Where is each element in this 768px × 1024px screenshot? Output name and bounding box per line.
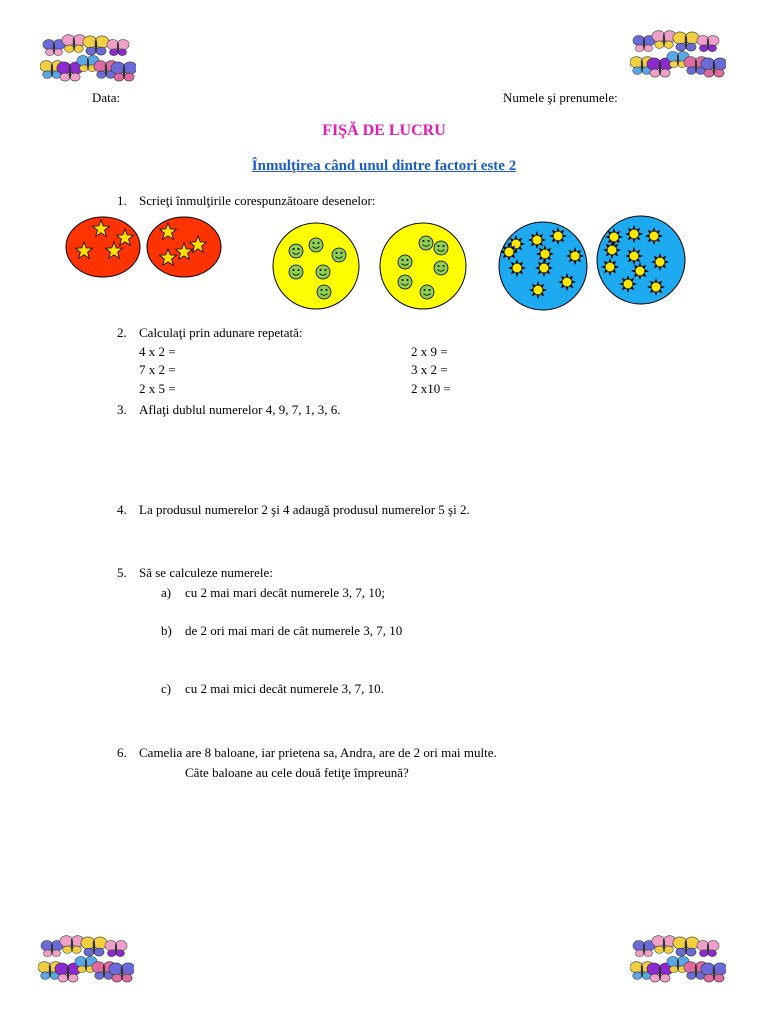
exercise-number: 1. <box>117 193 127 208</box>
exercise-number: 2. <box>117 325 127 340</box>
smiley-icon <box>317 285 331 299</box>
sun-icon <box>558 273 576 291</box>
smiley-icon <box>398 275 412 289</box>
exercise-number: 4. <box>117 502 127 517</box>
exercise-6-text: Camelia are 8 baloane, iar prietena sa, Andra, are de 2 ori mai multe. <box>139 745 497 760</box>
exercise-2-item: 2 x 9 = <box>411 344 448 359</box>
exercise-number: 5. <box>117 565 127 580</box>
exercise-5c-text: cu 2 mai mici decât numerele 3, 7, 10. <box>185 681 384 696</box>
exercise-number: 6. <box>117 745 127 760</box>
smiley-icon <box>434 261 448 275</box>
smiley-icon <box>309 238 323 252</box>
exercise-number: 3. <box>117 402 127 417</box>
sun-icon <box>508 259 526 277</box>
page-title: FIŞĂ DE LUCRU <box>322 122 446 139</box>
smiley-icon <box>420 285 434 299</box>
sun-icon <box>601 258 619 276</box>
sun-group <box>499 222 587 310</box>
sun-icon <box>619 275 637 293</box>
star-group <box>66 217 140 277</box>
sun-icon <box>625 225 643 243</box>
sun-icon <box>645 227 663 245</box>
exercise-3-text: Aflaţi dublul numerelor 4, 9, 7, 1, 3, 6. <box>139 402 341 417</box>
sun-icon <box>528 231 546 249</box>
sun-icon <box>647 278 665 296</box>
exercise-1-figures <box>0 210 768 314</box>
sun-icon <box>651 253 669 271</box>
smiley-group <box>380 223 466 309</box>
exercise-5a-text: cu 2 mai mari decât numerele 3, 7, 10; <box>185 585 385 600</box>
exercise-2-item: 7 x 2 = <box>139 362 176 377</box>
sun-group <box>597 216 685 304</box>
butterflies-icon <box>38 935 134 991</box>
butterflies-icon <box>630 30 726 86</box>
exercise-2-text: Calculaţi prin adunare repetată: <box>139 325 303 340</box>
sub-item-label: c) <box>161 681 172 696</box>
exercise-2-item: 2 x10 = <box>411 381 451 396</box>
smiley-icon <box>434 241 448 255</box>
smiley-icon <box>316 265 330 279</box>
smiley-icon <box>332 248 346 262</box>
sun-icon <box>631 262 649 280</box>
sun-icon <box>625 247 643 265</box>
butterflies-icon <box>630 935 726 991</box>
exercise-2-item: 3 x 2 = <box>411 362 448 377</box>
smiley-icon <box>398 255 412 269</box>
sun-icon <box>536 245 554 263</box>
date-label: Data: <box>92 90 121 105</box>
exercise-2-item: 2 x 5 = <box>139 381 176 396</box>
smiley-icon <box>289 244 303 258</box>
sun-icon <box>529 281 547 299</box>
sun-icon <box>605 228 623 246</box>
exercise-4-text: La produsul numerelor 2 şi 4 adaugă produsul numerelor 5 şi 2. <box>139 502 470 517</box>
exercise-6-question: Câte baloane au cele două fetiţe împreună? <box>185 765 409 780</box>
sun-icon <box>566 247 584 265</box>
sun-icon <box>549 227 567 245</box>
sub-item-label: a) <box>161 585 172 600</box>
sun-icon <box>603 241 621 259</box>
butterflies-icon <box>40 34 136 90</box>
smiley-icon <box>419 236 433 250</box>
exercise-1-text: Scrieţi înmulţirile corespunzătoare desenelor: <box>139 193 376 208</box>
smiley-icon <box>289 265 303 279</box>
exercise-5b-text: de 2 ori mai mari de cât numerele 3, 7, 10 <box>185 623 403 638</box>
sub-item-label: b) <box>161 623 172 638</box>
exercise-2-item: 4 x 2 = <box>139 344 176 359</box>
page-subtitle: Înmulţirea când unul dintre factori este 2 <box>251 158 517 174</box>
exercise-5-text: Să se calculeze numerele: <box>139 565 273 580</box>
sun-icon <box>500 243 518 261</box>
name-label: Numele şi prenumele: <box>503 90 618 105</box>
smiley-group <box>273 223 359 309</box>
star-group <box>147 217 221 277</box>
sun-icon <box>535 259 553 277</box>
